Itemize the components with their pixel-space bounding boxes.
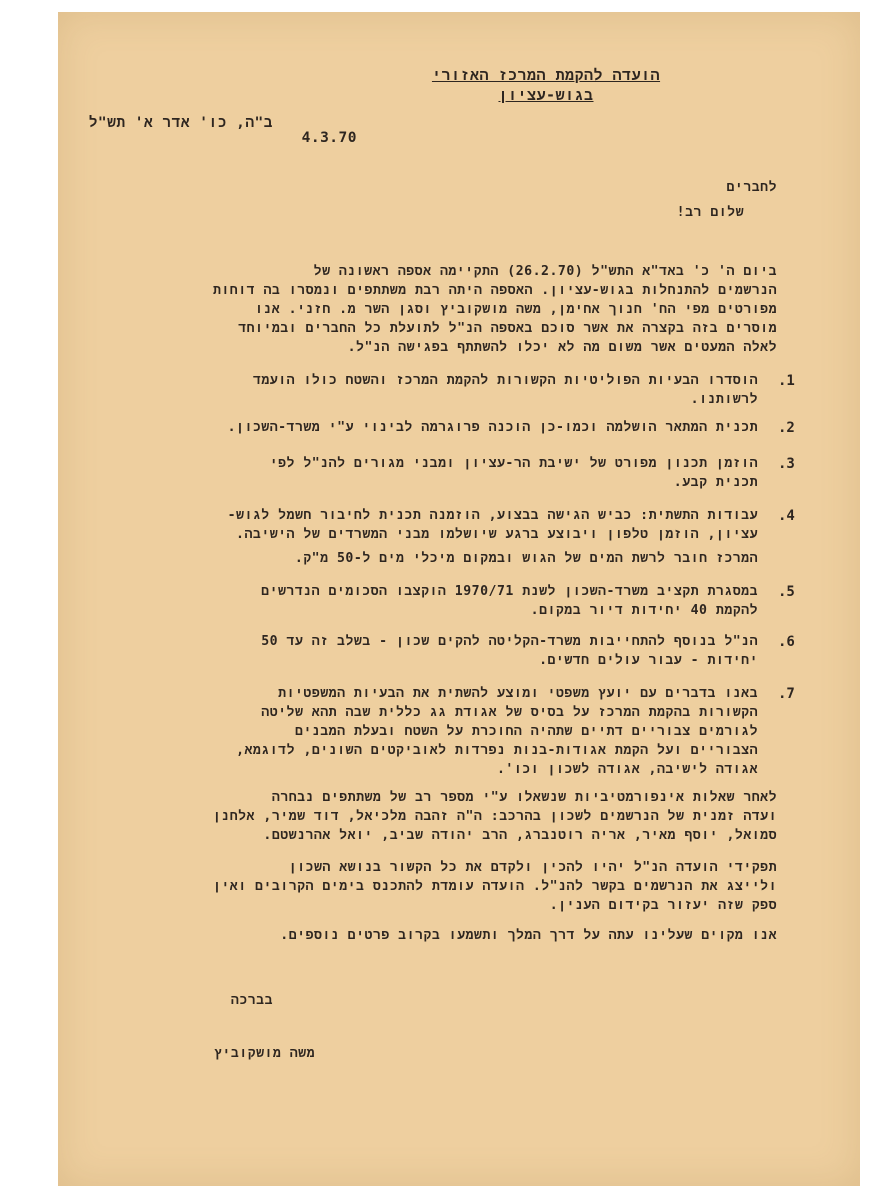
item-line: עציון, הוזמן טלפון ויבוצע ברגע שיושלמו מבני המשרדים של הישיבה. [236, 527, 758, 542]
intro-line: מפורטים מפי הח' חנוך אחימן, משה מושקוביץ וסגן השר מ. חזני. אנו [254, 302, 777, 317]
item-line: הקשורות בהקמת המרכז על בסיס של אגודת גג כללית שבה תהא שליטה [261, 705, 758, 720]
item-line: הצבוריים ועל הקמת אגודות-בנות נפרדות לאוביקטים השונים, לדוגמא, [236, 743, 758, 758]
committee-line: ועדה זמנית של הנרשמים לשכון בהרכב: ה"ה זהבה מלכיאל, דוד שמיר, אלחנן [212, 809, 777, 824]
letterhead-location: בגוש-עציון [498, 86, 594, 104]
regards: בברכה [230, 993, 273, 1008]
item-number: .5 [778, 584, 795, 600]
item-line: לגורמים צבוריים דתיים שתהיה החוכרת על השטח ובעלת המבנים [295, 724, 758, 739]
item-line: הוזמן תכנון מפורט של ישיבת הר-עציון ומבני מגורים להנ"ל לפי [269, 456, 758, 471]
duties-line: ולייצג את הנרשמים בקשר להנ"ל. הועדה עומדת להתכנס בימים הקרובים ואין [212, 879, 777, 894]
item-line: יחידות - עבור עולים חדשים. [539, 653, 758, 668]
intro-line: לאלה המעטים אשר משום מה לא יכלו להשתתף בפגישה הנ"ל. [347, 340, 777, 355]
intro-line: מוסרים בזה בקצרה את אשר סוכם באספה הנ"ל לתועלת כל החברים ובמיוחד [238, 321, 777, 336]
item-line: המרכז חובר לרשת המים של הגוש ובמקום מיכלי מים ל-50 מ"ק. [294, 551, 758, 566]
committee-line: לאחר שאלות אינפורמטיביות שנשאלו ע"י מספר רב של משתתפים נבחרה [271, 790, 777, 805]
hebrew-date: ב"ה, כו' אדר א' תש"ל [88, 115, 273, 131]
item-number: .6 [778, 634, 795, 650]
item-number: .7 [778, 686, 795, 702]
item-line: עבודות התשתית: כביש הגישה בבצוע, הוזמנה תכנית לחיבור חשמל לגוש- [227, 508, 758, 523]
signer-name: משה מושקוביץ [214, 1046, 315, 1061]
item-line: באנו בדברים עם יועץ משפטי ומוצע להשתית את הבעיות המשפטיות [278, 686, 758, 701]
item-number: .1 [778, 373, 795, 389]
letterhead-title: הועדה להקמת המרכז האזורי [431, 66, 661, 84]
item-line: הוסדרו הבעיות הפוליטיות הקשורות להקמת המרכז והשטח כולו הועמד [252, 373, 758, 388]
item-line: להקמת 40 יחידות דיור במקום. [530, 603, 758, 618]
intro-line: ביום ה' כ' באד"א התש"ל (26.2.70) התקיימה אספה ראשונה של [313, 264, 777, 279]
item-line: לרשותנו. [690, 392, 758, 407]
item-number: .3 [778, 456, 795, 472]
item-number: .2 [778, 420, 795, 436]
committee-line: סמואל, יוסף מאיר, אריה רוטנברג, הרב יהודה שביב, יואל אהרנשטם. [263, 828, 777, 843]
duties-line: תפקידי הועדה הנ"ל יהיו להכין ולקדם את כל הקשור בנושא השכון [288, 860, 777, 875]
item-line: תכנית קבע. [673, 475, 758, 490]
gregorian-date: 4.3.70 [301, 130, 357, 146]
item-line: תכנית המתאר הושלמה וכמו-כן הוכנה פרוגרמה לבינוי ע"י משרד-השכון. [227, 420, 758, 435]
closing-line: אנו מקוים שעלינו עתה על דרך המלך ותשמעו בקרוב פרטים נוספים. [280, 928, 777, 943]
duties-line: ספק שזה יעזור בקידום הענין. [549, 898, 777, 913]
item-number: .4 [778, 508, 795, 524]
item-line: הנ"ל בנוסף להתחייבות משרד-הקליטה להקים שכון - בשלב זה עד 50 [261, 634, 758, 649]
intro-line: הנרשמים להתנחלות בגוש-עציון. האספה היתה רבת משתתפים ונמסרו בה דוחות [212, 283, 777, 298]
item-line: אגודה לישיבה, אגודה לשכון וכו'. [496, 762, 758, 777]
item-line: במסגרת תקציב משרד-השכון לשנת 1970/71 הוקצבו הסכומים הנדרשים [261, 584, 758, 599]
recipients: לחברים [726, 180, 777, 195]
greeting: שלום רב! [676, 205, 744, 220]
